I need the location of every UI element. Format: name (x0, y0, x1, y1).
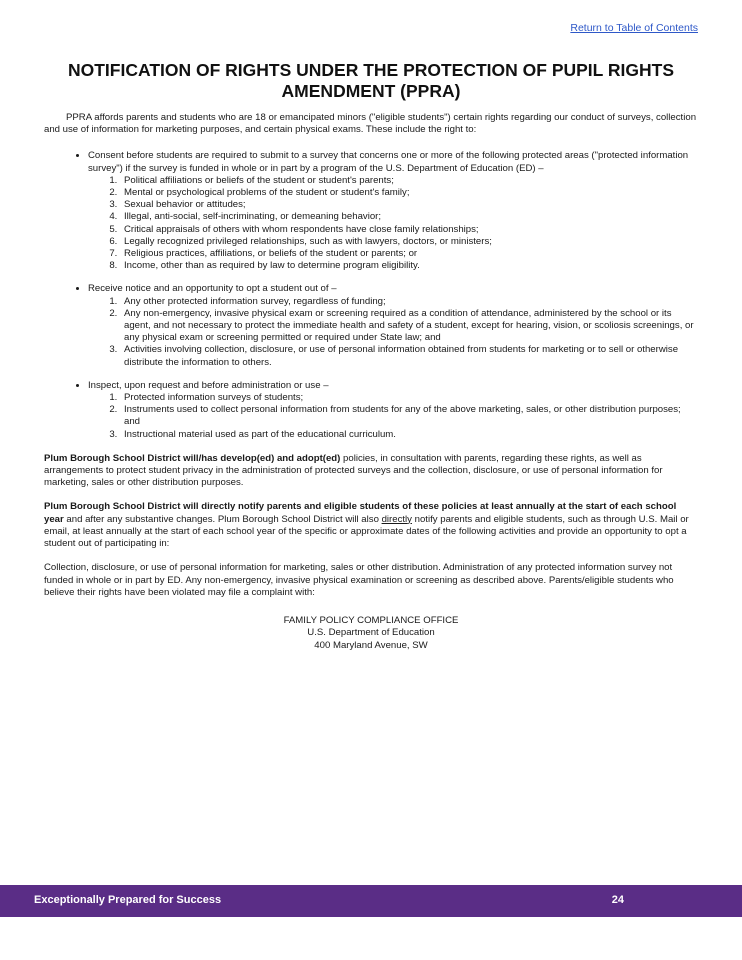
notification-text-rest: notify parents and eligible students, such as through U.S. Mail or email, at least annually at the start of each school year of the specific or approximate dates of the following activities and provide an opportunity to opt a student out of participating in: (44, 513, 689, 550)
page-number: 24 (611, 894, 624, 906)
list-item: 3. Instructional material used as part of the educational curriculum. (120, 429, 698, 441)
list-item: 8. Income, other than as required by law to determine program eligibility. (120, 260, 698, 272)
bullet-text: Inspect, upon request and before administration or use – (88, 379, 329, 391)
list-item: 3. Activities involving collection, disclosure, or use of personal information obtained from students for marketing or to sell or otherwise distribute the information to others. (120, 344, 698, 368)
opt-out-list (88, 296, 698, 369)
footer-tagline: Exceptionally Prepared for Success (34, 894, 222, 906)
list-item: 2. Instruments used to collect personal information from students for any of the above marketing, sales, or other distribution purposes; and (120, 404, 698, 428)
bullet-text: Receive notice and an opportunity to opt a student out of – (88, 283, 337, 295)
footer-bar (0, 885, 742, 917)
list-item: 3. Sexual behavior or attitudes; (120, 199, 698, 211)
return-to-toc-link[interactable]: Return to Table of Contents (570, 22, 698, 34)
list-item: 4. Illegal, anti-social, self-incriminating, or demeaning behavior; (120, 211, 698, 223)
list-item: 1. Protected information surveys of students; (120, 392, 698, 404)
rights-item-opt-out (88, 283, 698, 368)
complaint-paragraph: Collection, disclosure, or use of personal information for marketing, sales or other distribution. Administration of any protected information survey not funded in whole or in part by ED. Any non-emergency, invasive physical examination or screening as described above. Parents/eligible students who believe their rights have been violated may file a complaint with: (44, 562, 674, 598)
address-block (44, 615, 698, 652)
address-line: FAMILY POLICY COMPLIANCE OFFICE (283, 614, 459, 626)
policy-paragraph (44, 453, 698, 490)
rights-item-consent (88, 150, 698, 272)
list-item: 2. Mental or psychological problems of the student or student's family; (120, 187, 698, 199)
policy-bold: Plum Borough School District will/has develop(ed) and adopt(ed) (44, 452, 341, 464)
protected-areas-list (88, 175, 698, 273)
notification-bold: Plum Borough School District will directly notify parents and eligible students of these policies at least annually at the start of each school year (44, 501, 677, 525)
page-title: NOTIFICATION OF RIGHTS UNDER THE PROTECTION OF PUPIL RIGHTS AMENDMENT (PPRA) (67, 60, 675, 101)
rights-list (44, 150, 698, 440)
rights-item-inspect (88, 380, 698, 441)
intro-paragraph: PPRA affords parents and students who are 18 or emancipated minors ("eligible students") certain rights regarding our conduct of surveys, collection and use of information for marketing purposes, and certain physical exams. These include the right to: (44, 112, 697, 136)
list-item: 6. Legally recognized privileged relationships, such as with lawyers, doctors, or ministers; (120, 236, 698, 248)
inspect-list (88, 392, 698, 441)
address-line: U.S. Department of Education (307, 627, 435, 639)
list-item: 5. Critical appraisals of others with whom respondents have close family relationships; (120, 224, 698, 236)
list-item: 2. Any non-emergency, invasive physical exam or screening required as a condition of attendance, administered by the school or its agent, and not necessary to protect the immediate health and safety of a student, except for hearing, vision, or scoliosis screenings, or any physical exam or screening permitted or required under State law; and (120, 308, 698, 345)
list-item: 7. Religious practices, affiliations, or beliefs of the student or parents; or (120, 248, 698, 260)
address-line: 400 Maryland Avenue, SW (314, 639, 428, 651)
list-item: 1. Political affiliations or beliefs of the student or student's parents; (120, 175, 698, 187)
bullet-text: Consent before students are required to submit to a survey that concerns one or more of the following protected areas ("protected information survey") if the survey is funded in whole or in part by a program of the U.S. Department of Education (ED) – (88, 150, 689, 174)
document-body (44, 112, 698, 652)
notification-paragraph (44, 501, 698, 550)
list-item: 1. Any other protected information survey, regardless of funding; (120, 296, 698, 308)
policy-text: policies, in consultation with parents, regarding these rights, as well as arrangements to protect student privacy in the administration of protected surveys and the collection, disclosure, or use of personal information for marketing, sales or other distribution purposes. (44, 452, 663, 489)
notification-underlined: directly (381, 513, 412, 525)
notification-text: and after any substantive changes. Plum Borough School District will also (63, 513, 382, 525)
